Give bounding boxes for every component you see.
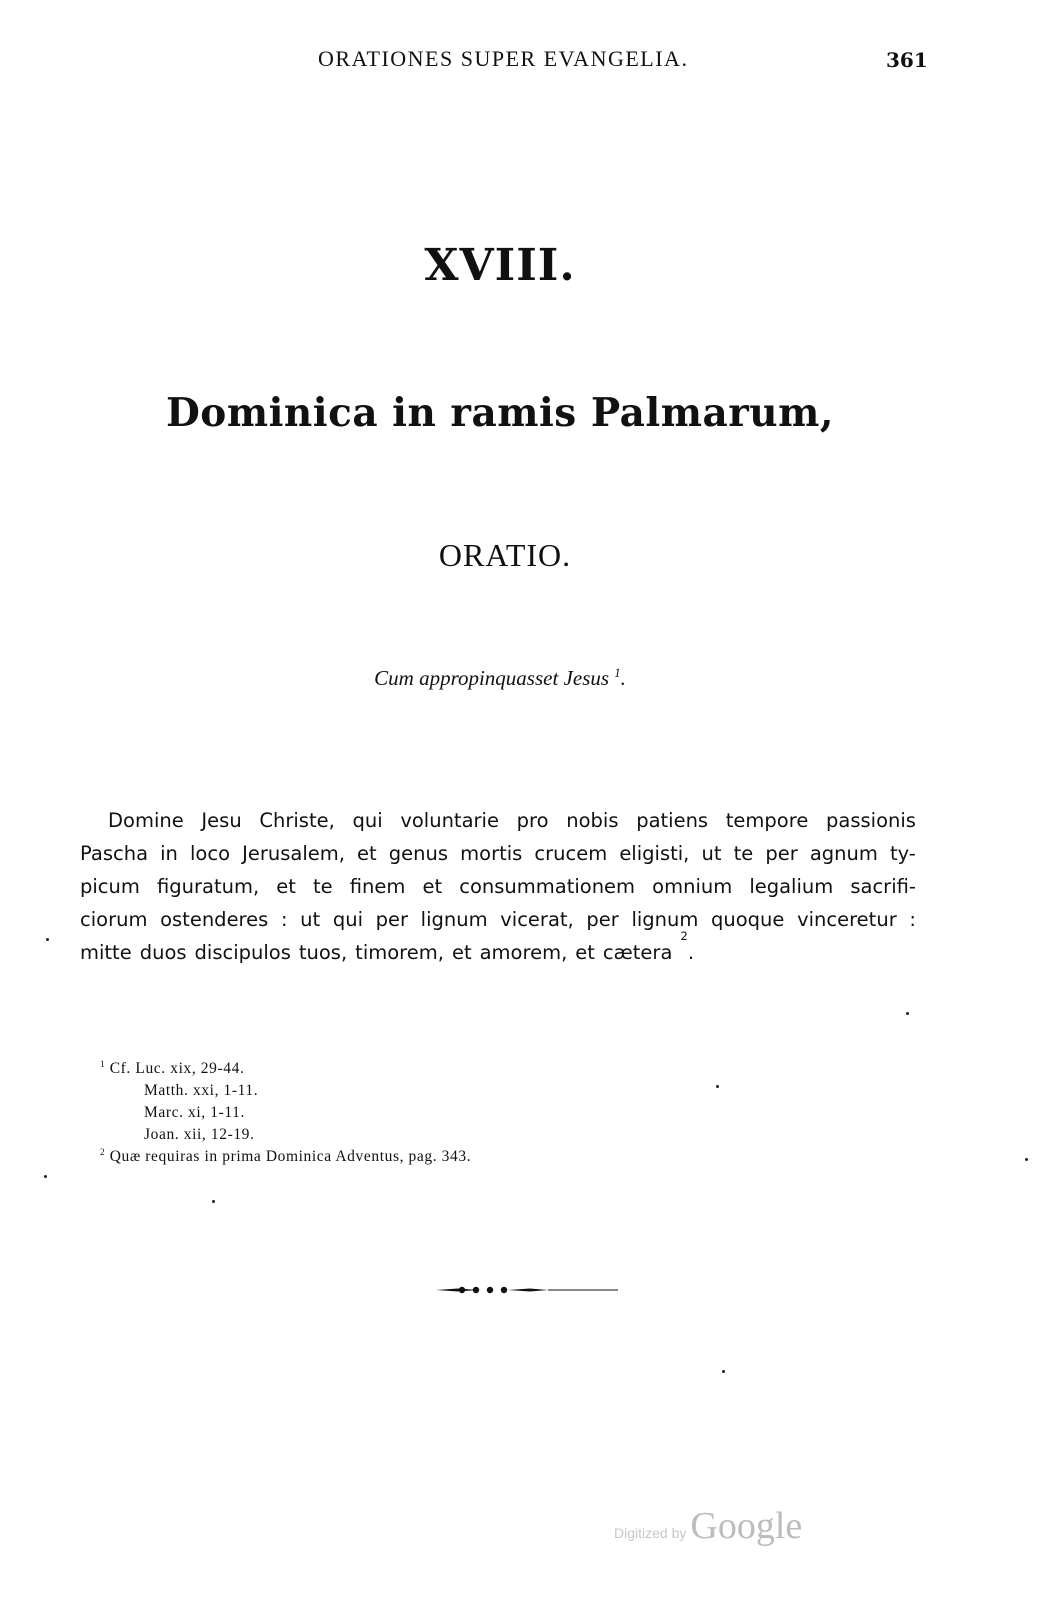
prayer-word: agnum (809, 842, 878, 865)
footnote-entry (100, 1124, 471, 1146)
prayer-word: loco (190, 842, 230, 865)
scan-speck (722, 1370, 725, 1373)
prayer-word: et (276, 875, 296, 898)
prayer-word: tempore (725, 809, 809, 832)
prayer-word: genus (388, 842, 449, 865)
prayer-word: per (586, 908, 619, 931)
prayer-word: ostenderes (160, 908, 269, 931)
prayer-word: per (765, 842, 798, 865)
prayer-word: te (313, 875, 333, 898)
prayer-word: : (280, 908, 288, 931)
footnote-entry (100, 1146, 471, 1168)
prayer-word: et (575, 941, 595, 964)
footnote-ref-2: 2 (680, 929, 688, 943)
prayer-word: Pascha (80, 842, 149, 865)
prayer-line (80, 870, 916, 903)
prayer-word: duos (139, 941, 187, 964)
footnotes (100, 1058, 471, 1168)
prayer-word: ut (300, 908, 321, 931)
prayer-word: patiens (636, 809, 709, 832)
page-number: 361 (886, 48, 928, 72)
prayer-word: passionis (826, 809, 916, 832)
prayer-word: et (451, 941, 472, 964)
prayer-word: pro (516, 809, 549, 832)
prayer-line: mitte duos discipulos tuos, timorem, et amorem, et cætera 2 . (80, 936, 916, 969)
scan-speck (1025, 1158, 1028, 1161)
google-logo: Google (690, 1505, 803, 1547)
footnote-text: Quæ requiras in prima Dominica Adventus, pag. 343. (109, 1148, 472, 1165)
footnote-mark: 2 (100, 1147, 106, 1158)
prayer-word: Jesu (201, 809, 242, 832)
prayer-word: consummationem (459, 875, 636, 898)
footnote-mark: 1 (100, 1059, 106, 1070)
prayer-word: figuratum, (156, 875, 260, 898)
footnote-entry (100, 1102, 471, 1124)
prayer-word: et (422, 875, 443, 898)
prayer-word: per (375, 908, 409, 931)
footnote-text: Matth. xxi, 1-11. (144, 1082, 259, 1099)
digitized-watermark (614, 1504, 802, 1548)
prayer-word: quoque (711, 908, 785, 931)
section-heading: ORATIO. (438, 537, 572, 573)
prayer-word: timorem, (355, 941, 444, 964)
prayer-word: vinceretur (797, 908, 897, 931)
prayer-word: ty- (889, 842, 916, 865)
footnote-entry (100, 1080, 471, 1102)
prayer-word: picum (80, 875, 140, 898)
prayer-word: in (160, 842, 178, 865)
watermark-prefix: Digitized by (614, 1525, 687, 1541)
footnote-text: Joan. xii, 12-19. (144, 1126, 255, 1143)
prayer-line (80, 837, 916, 870)
prayer-line (80, 804, 916, 837)
incipit: Cum appropinquasset Jesus $^1$. (374, 666, 626, 690)
scan-speck (212, 1200, 215, 1203)
prayer-text (80, 804, 916, 969)
prayer-word: tuos, (298, 941, 348, 964)
footnote-text: Cf. Luc. xix, 29-44. (109, 1060, 245, 1077)
prayer-word: cætera (602, 941, 673, 964)
prayer-word: voluntarie (400, 809, 499, 832)
prayer-word: Christe, (259, 809, 335, 832)
footnote-entry (100, 1058, 471, 1080)
prayer-word: discipulos (194, 941, 291, 964)
scan-speck (906, 1012, 909, 1015)
prayer-word: nobis (566, 809, 619, 832)
prayer-word: te (733, 842, 754, 865)
prayer-word: crucem (534, 842, 608, 865)
prayer-word: eligisti, (619, 842, 690, 865)
prayer-word: ut (701, 842, 722, 865)
prayer-word: et (357, 842, 377, 865)
prayer-line (80, 903, 916, 936)
footnote-ref-1: 1 (614, 666, 621, 680)
prayer-word: legalium (749, 875, 834, 898)
prayer-word: amorem, (479, 941, 568, 964)
ornament-rule (348, 1284, 620, 1296)
scan-speck (44, 1175, 47, 1178)
prayer-word: sacrifi- (850, 875, 916, 898)
prayer-word: mortis (460, 842, 523, 865)
running-head: ORATIONES SUPER EVANGELIA. (318, 46, 689, 71)
footnote-text: Marc. xi, 1-11. (144, 1104, 245, 1121)
prayer-word: Domine (108, 809, 184, 832)
prayer-word: lignum (420, 908, 488, 931)
incipit-text: Cum appropinquasset Jesus (374, 666, 610, 690)
prayer-word: finem (349, 875, 406, 898)
prayer-word: omnium (652, 875, 733, 898)
chapter-title: Dominica in ramis Palmarum, (165, 390, 834, 436)
prayer-word: qui (352, 809, 383, 832)
prayer-word: mitte (80, 941, 132, 964)
prayer-word: ciorum (80, 908, 148, 931)
prayer-word: qui (332, 908, 363, 931)
prayer-word: lignum (631, 908, 699, 931)
scan-speck (46, 938, 49, 941)
prayer-word: : (909, 908, 916, 931)
prayer-word: vicerat, (500, 908, 574, 931)
prayer-word: Jerusalem, (242, 842, 345, 865)
scan-speck (716, 1085, 719, 1088)
chapter-number: XVIII. (424, 240, 576, 291)
